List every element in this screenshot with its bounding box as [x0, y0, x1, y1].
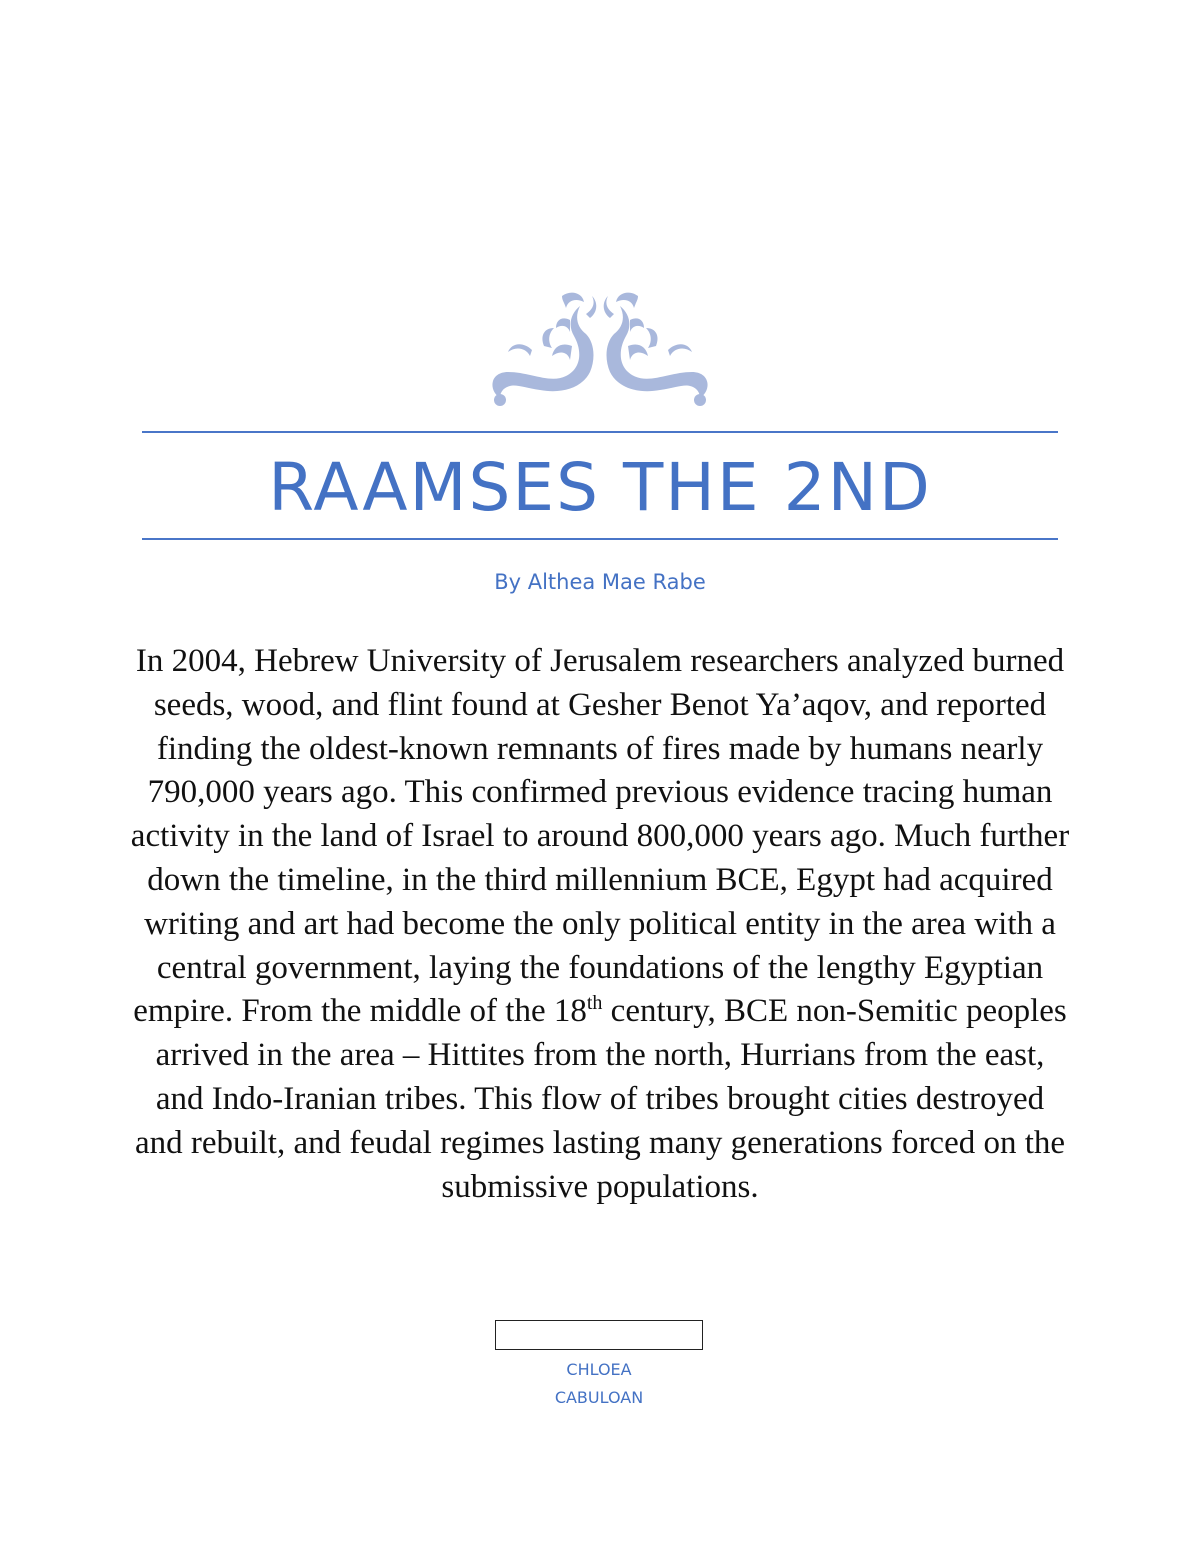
- page-title: RAAMSES THE 2ND: [268, 449, 932, 526]
- left-flourish: [492, 293, 596, 406]
- blank-text-box: [495, 1320, 703, 1350]
- author-name: [495, 1356, 703, 1412]
- title-top-rule: [142, 431, 1058, 433]
- body-text-part-2: century, BCE non-Semitic peoples arrived in the area – Hittites from the north, Hurrians from the east, and Indo-Iranian tribes. This flow of tribes brought cities destroyed and rebuilt, and feudal regimes lasting many generations forced on the submissive populations.: [134, 993, 1067, 1205]
- byline: By Althea Mae Rabe: [494, 570, 706, 594]
- author-first-name: CHLOEA: [566, 1360, 632, 1379]
- author-last-name: CABULOAN: [554, 1388, 644, 1407]
- body-paragraph: [130, 640, 1070, 1209]
- floral-flourish-icon: [470, 280, 730, 420]
- ordinal-superscript: th: [586, 992, 603, 1015]
- title-bottom-rule: [142, 538, 1058, 540]
- right-flourish: [604, 293, 708, 406]
- body-text-part-1: In 2004, Hebrew University of Jerusalem researchers analyzed burned seeds, wood, and flint found at Gesher Benot Ya’aqov, and reported finding the oldest-known remnants of fires made by humans nearly 790,000 years ago. This confirmed previous evidence tracing human activity in the land of Israel to around 800,000 years ago. Much further down the timeline, in the third millennium BCE, Egypt had acquired writing and art had become the only political entity in the area with a central government, laying the foundations of the lengthy Egyptian empire. From the middle of the 18: [130, 643, 1070, 1030]
